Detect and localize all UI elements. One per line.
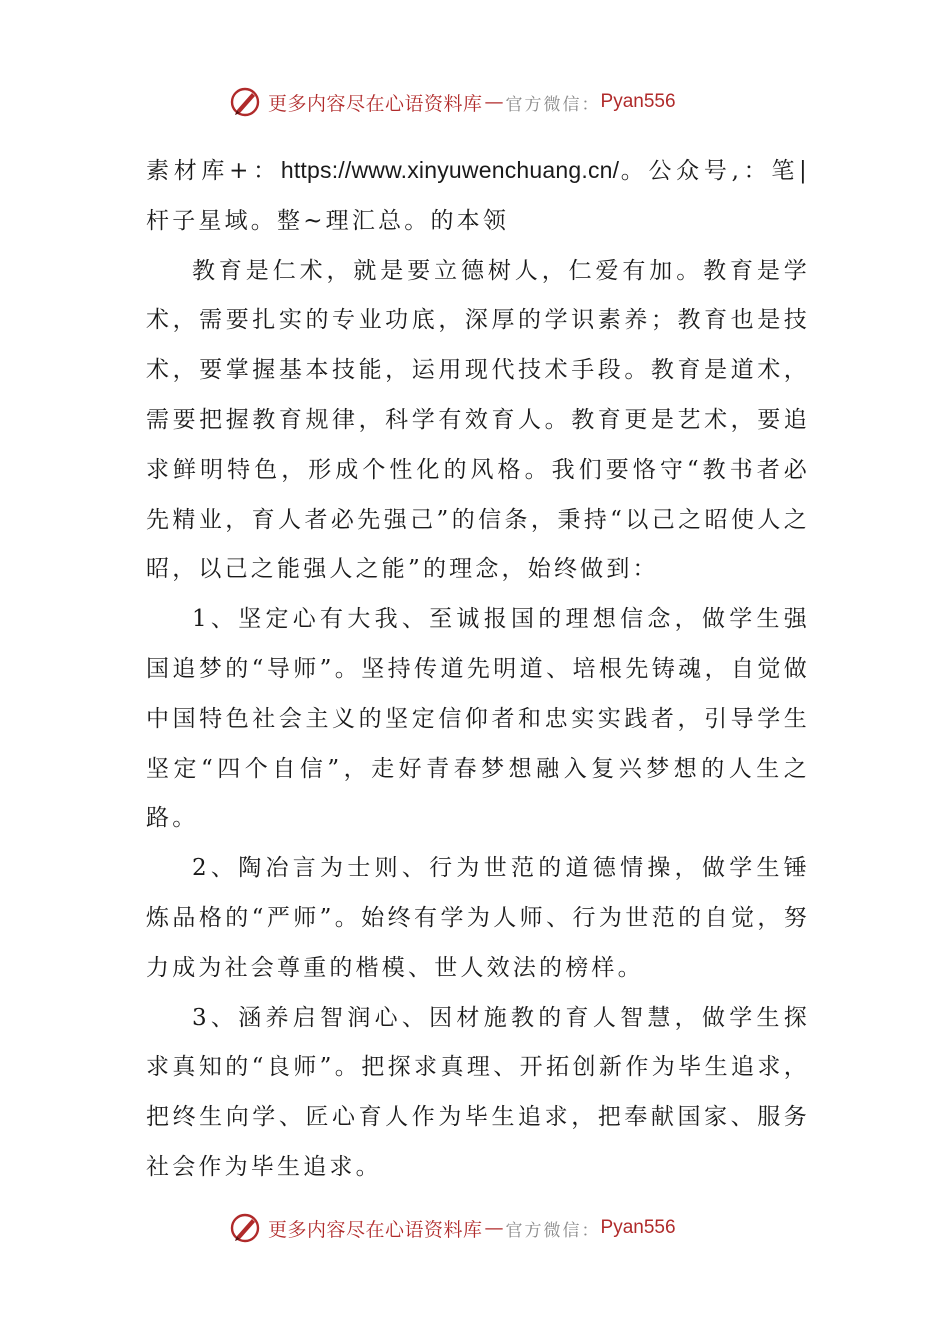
document-body bbox=[146, 146, 810, 1193]
banner-wechat-label: 官方微信： bbox=[505, 94, 601, 115]
intro-line bbox=[146, 146, 810, 247]
paragraph-education-arts: 教育是仁术，就是要立德树人，仁爱有加。教育是学术，需要扎实的专业功底，深厚的学识素养；教育也是技术，要掌握基本技能，运用现代技术手段。教育是道术，需要把握教育规律，科学有效育人。教育更是艺术，要追求鲜明特色，形成个性化的风格。我们要恪守“教书者必先精业，育人者必先强己”的信条，秉持“以己之昭使人之昭，以己之能强人之能”的理念，始终做到： bbox=[146, 257, 810, 583]
banner-brand-text: 更多内容尽在心语资料库 bbox=[268, 1218, 483, 1241]
intro-suffix: 。公众号,：笔|杆子星域。整~理汇总。的本领 bbox=[146, 158, 810, 234]
banner-brand-text: 更多内容尽在心语资料库 bbox=[268, 92, 483, 115]
paragraph-point-1: 1、坚定心有大我、至诚报国的理想信念，做学生强国追梦的“导师”。坚持传道先明道、培根先铸魂，自觉做中国特色社会主义的坚定信仰者和忠实实践者，引导学生坚定“四个自信”，走好青春梦想融入复兴梦想的人生之路。 bbox=[146, 606, 810, 832]
pen-logo-icon bbox=[228, 85, 262, 119]
paragraph-point-2: 2、陶冶言为士则、行为世范的道德情操，做学生锤炼品格的“严师”。始终有学为人师、行为世范的自觉，努力成为社会尊重的楷模、世人效法的榜样。 bbox=[146, 855, 810, 981]
banner-wechat-label: 官方微信： bbox=[505, 1220, 601, 1241]
banner-wechat-id: Pyan556 bbox=[600, 1217, 676, 1238]
header-banner bbox=[228, 80, 748, 124]
banner-dash: — bbox=[484, 91, 504, 113]
intro-url: https://www.xinyuwenchuang.cn/ bbox=[280, 157, 620, 183]
banner-dash: — bbox=[484, 1217, 504, 1239]
intro-prefix: 素材库+： bbox=[146, 158, 281, 184]
banner-wechat-id: Pyan556 bbox=[600, 91, 676, 112]
paragraph-point-3: 3、涵养启智润心、因材施教的育人智慧，做学生探求真知的“良师”。把探求真理、开拓创新作为毕生追求，把终生向学、匠心育人作为毕生追求，把奉献国家、服务社会作为毕生追求。 bbox=[146, 1004, 810, 1180]
footer-banner bbox=[228, 1206, 748, 1250]
pen-logo-icon bbox=[228, 1211, 262, 1245]
